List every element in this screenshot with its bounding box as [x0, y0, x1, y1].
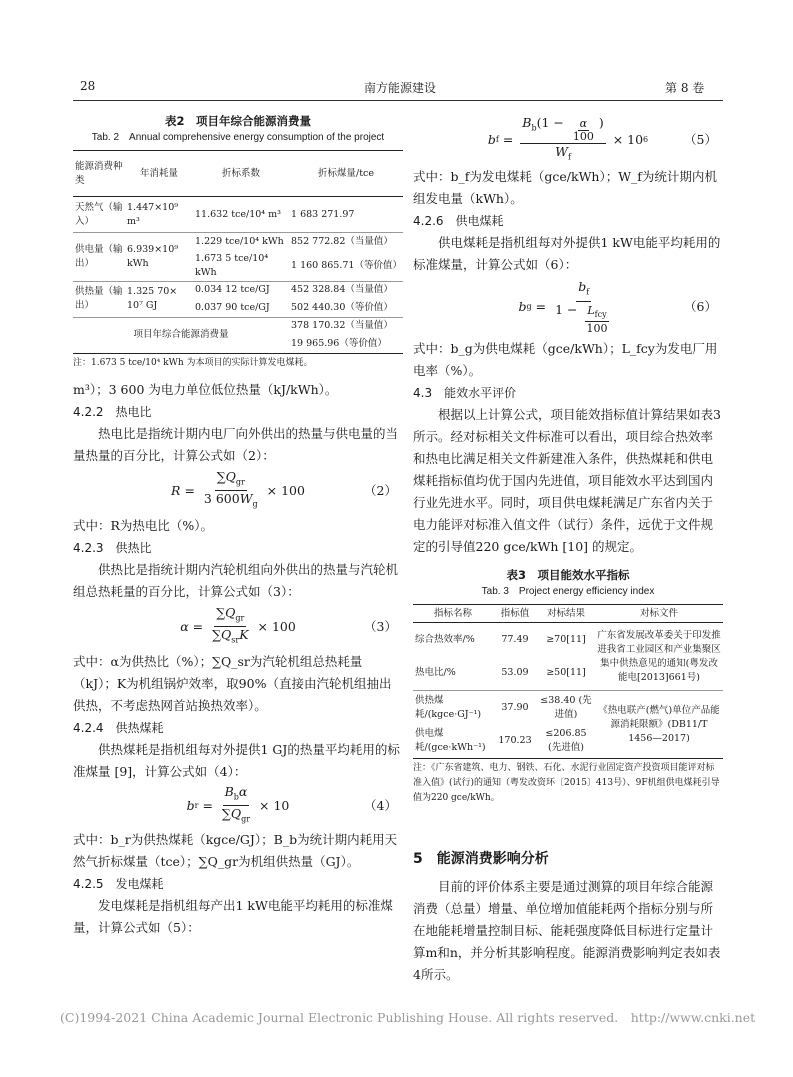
table2-header: 折标系数	[221, 167, 260, 179]
section-heading: 5 能源消费影响分析	[413, 851, 549, 867]
paragraph: 根据以上计算公式，项目能效指标值计算结果如表3所示。经对标相关文件标准可以看出，项目综合热效率和热电比满足相关文件新建准入条件，供热煤耗和供电煤耗指标值均优于国内先进值，项目能效水平达到国内行业先进水平。同时，项目供电煤耗满足广东省内关于电力能评对标准入值文件（试行）条件，远优于文件规定的引导值220 gce/kWh [10] 的规定。	[413, 407, 721, 554]
table-row	[413, 691, 723, 725]
cell: ≥70[11]	[546, 633, 586, 645]
cell: 378 170.32（当量值）	[291, 320, 393, 332]
cell: 天然气（输入）	[75, 201, 123, 227]
equation-number: （5）	[684, 132, 717, 147]
section-heading: 4.2.4 供热煤耗	[73, 720, 164, 735]
table3-header: 对标结果	[546, 607, 585, 619]
paragraph: 目前的评价体系主要是通过测算的项目年综合能源消费（总量）增量、单位增加值能耗两个指标分别与所在地能耗增量控制目标、能耗强度降低目标进行定量计算m和n，并分析其影响程度。能源消费影响判定表如表4所示。	[413, 879, 721, 982]
cell: 6.939×10⁹ kWh	[125, 233, 193, 282]
table2-note: 注：1.673 5 tce/10⁴ kWh 为本项目的实际计算发电煤耗。	[73, 357, 313, 368]
paragraph: 式中：b_f为发电煤耗（gce/kWh）；W_f为统计期内机组发电量（kWh）。	[413, 169, 717, 206]
cell: 供电煤耗/(gce·kWh⁻¹)	[415, 728, 486, 754]
cell: 供热量（输出）	[73, 281, 125, 317]
equation-number: （6）	[684, 299, 717, 314]
paragraph: 供热煤耗是指机组每对外提供1 GJ的热量平均耗用的标准煤量 [9]，计算公式如（4）：	[73, 741, 400, 779]
journal-title: 南方能源建设	[363, 81, 436, 95]
paragraph: 式中：α为供热比（%）；∑Q_sr为汽轮机组总热耗量（kJ）；K为机组锅炉效率，取90%（直接由汽轮机组抽出供热，不考虑热网首站换热效率）。	[73, 653, 392, 713]
equation-number: （3）	[364, 618, 397, 634]
cell: 热电比/%	[415, 667, 456, 679]
table3-caption-cn: 表3 项目能效水平指标	[506, 568, 630, 582]
cell: ≤38.40 (先进值)	[540, 694, 592, 720]
equation-5: b f = $B_b(1$ − $\frac{\alpha}{100}$ ) $W_f$ × 10 6 （5）	[487, 114, 717, 162]
cell: 广东省发展改革委关于印发推进我省工业园区和产业集聚区集中供热意见的通知(粤发改能电[2013]661号)	[595, 623, 723, 691]
equation-6: b g = $b_f$ 1 − $\frac{L_{fcy}}{100}$ （6）	[518, 279, 717, 335]
cell: 11.632 tce/10⁴ m³	[195, 208, 281, 220]
right-column	[413, 104, 723, 806]
cell: 19 965.96（等价值）	[291, 337, 387, 349]
cell: 1.447×10⁹ m³	[127, 201, 179, 227]
equation-2: R = $\frac{\sum Q_{gr}}{3 600W_g}$ × 100 （2）	[171, 468, 397, 509]
table2-header: 折标煤量/tce	[318, 167, 374, 179]
table2-header: 能源消费种类	[75, 160, 123, 186]
left-column	[73, 104, 403, 939]
cell: 852 772.82（当量值）	[291, 235, 393, 247]
cell: 1 683 271.97	[291, 208, 355, 220]
section5	[413, 848, 723, 986]
page-number: 28	[80, 79, 96, 93]
table2	[73, 150, 403, 354]
paragraph: 式中：R为热电比（%）。	[73, 517, 214, 533]
cell: 502 440.30（等价值）	[291, 301, 393, 313]
table2-header: 年消耗量	[139, 167, 178, 179]
cell: 77.49	[501, 633, 529, 645]
table3-caption-en: Tab. 3 Project energy efficiency index	[481, 586, 655, 597]
cell: ≥50[11]	[546, 667, 586, 679]
table3-header: 指标值	[500, 607, 530, 619]
cell: 0.037 90 tce/GJ	[195, 301, 270, 313]
table-row	[73, 317, 403, 335]
section-heading: 4.2.5 发电煤耗	[73, 876, 164, 891]
copyright-footer: (C)1994-2021 China Academic Journal Electronic Publishing House. All rights reserved. http://www.cnki.net	[60, 1010, 756, 1025]
table-row	[73, 197, 403, 233]
section-heading: 4.2.6 供电煤耗	[413, 214, 504, 228]
cell: ≤206.85 (先进值)	[545, 728, 587, 754]
cell: 1.229 tce/10⁴ kWh	[195, 235, 284, 247]
section-heading: 4.2.3 供热比	[73, 540, 152, 555]
table3-header: 指标名称	[433, 607, 472, 619]
cell: 1 160 865.71（等价值）	[291, 259, 402, 271]
equation-3: α = $\frac{\sum Q_{gr}}{\sum Q_{sr}K}$ × 100 （3）	[180, 604, 397, 645]
paragraph: 供热比是指统计期内汽轮机组向外供出的热量与汽轮机组总热耗量的百分比，计算公式如（3）：	[73, 561, 399, 599]
table-row	[73, 233, 403, 251]
table-row	[413, 623, 723, 657]
paragraph: 发电煤耗是指机组每产出1 kW电能平均耗用的标准煤量，计算公式如（5）：	[73, 897, 393, 935]
equation-number: （2）	[364, 482, 397, 498]
cell: 452 328.84（当量值）	[291, 284, 393, 296]
cell: 53.09	[501, 667, 529, 679]
table2-caption-cn: 表2 项目年综合能源消费量	[164, 114, 311, 128]
cell: 综合热效率/%	[415, 633, 475, 645]
cell: 供热煤耗/(kgce·GJ⁻¹)	[415, 694, 482, 720]
cell: 170.23	[498, 735, 532, 747]
cell: 项目年综合能源消费量	[133, 329, 229, 340]
cell: 1.325 70× 10⁷ GJ	[125, 281, 193, 317]
cell: 0.034 12 tce/GJ	[195, 284, 270, 296]
equation-4: b r = $\frac{B_b\alpha}{\sum Q_{gr}}$ × 10 （4）	[186, 783, 397, 824]
table-row	[73, 281, 403, 299]
table2-caption-en: Tab. 2 Annual comprehensive energy consumption of the project	[91, 132, 385, 143]
paragraph: 供电煤耗是指机组每对外提供1 kW电能平均耗用的标准煤量，计算公式如（6）：	[413, 235, 721, 272]
cell: 1.673 5 tce/10⁴ kWh	[195, 252, 269, 278]
paragraph: 式中：b_r为供热煤耗（kgce/GJ）；B_b为统计期内耗用天然气折标煤量（tce）；∑Q_gr为机组供热量（GJ）。	[73, 831, 398, 869]
equation-number: （4）	[364, 797, 397, 813]
cell: 37.90	[501, 701, 529, 713]
paragraph: m³）；3 600 为电力单位低位热量（kJ/kWh）。	[73, 381, 338, 397]
paragraph: 热电比是指统计期内电厂向外供出的热量与供电量的当量热量的百分比，计算公式如（2）：	[73, 425, 399, 463]
table3-header: 对标文件	[639, 607, 678, 619]
cell: 《热电联产(燃气)单位产品能源消耗限额》(DB11/T 1456—2017)	[598, 704, 720, 744]
table3	[413, 604, 723, 759]
header-rule	[73, 100, 723, 101]
section-heading: 4.3 能效水平评价	[413, 386, 517, 400]
cell: 供电量（输出）	[73, 233, 125, 282]
table3-note: 注：《广东省建筑、电力、钢铁、石化、水泥行业固定资产投资项目能评对标准入值》(试行)的通知（粤发改资环〔2015〕413号）、9F机组供电煤耗引导值为220 gce/kWh。	[413, 763, 720, 803]
section-heading: 4.2.2 热电比	[73, 404, 152, 419]
volume-label: 第 8 卷	[665, 81, 705, 95]
paragraph: 式中：b_g为供电煤耗（gce/kWh）；L_fcy为发电厂用电率（%）。	[413, 341, 718, 378]
